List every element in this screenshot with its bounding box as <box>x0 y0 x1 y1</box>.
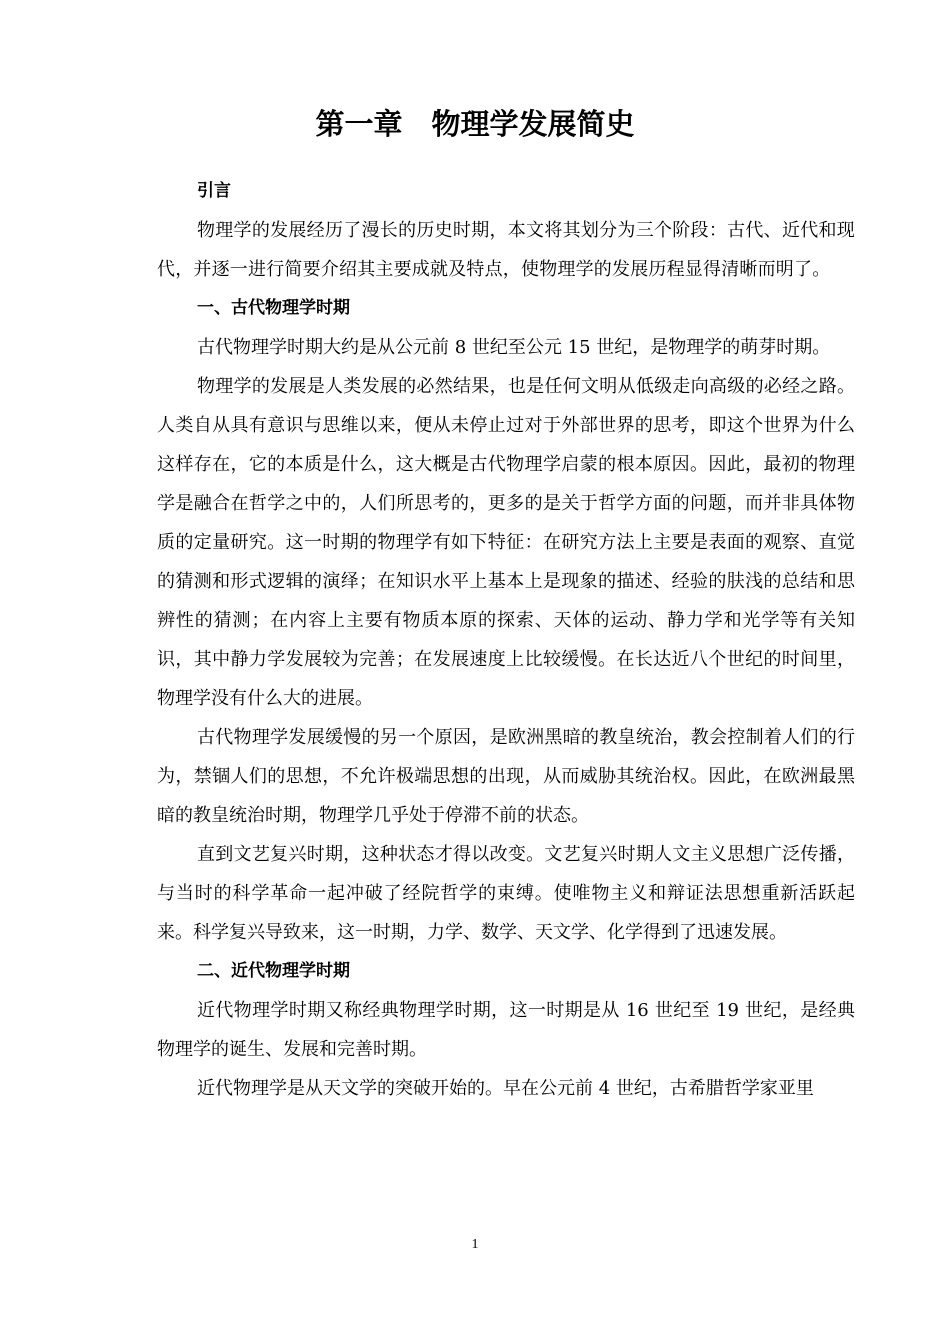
paragraph: 直到文艺复兴时期，这种状态才得以改变。文艺复兴时期人文主义思想广泛传播，与当时的科学革命一起冲破了经院哲学的束缚。使唯物主义和辩证法思想重新活跃起来。科学复兴导致来，这一时期，力学、数学、天文学、化学得到了迅速发展。 <box>157 844 855 943</box>
section-heading-ancient: 一、古代物理学时期 <box>197 298 350 318</box>
page-number: 1 <box>471 1237 479 1252</box>
section-heading-intro: 引言 <box>197 181 231 201</box>
paragraph: 近代物理学是从天文学的突破开始的。早在公元前 4 世纪，古希腊哲学家亚里 <box>197 1078 814 1099</box>
paragraph: 近代物理学时期又称经典物理学时期，这一时期是从 16 世纪至 19 世纪，是经典物理学的诞生、发展和完善时期。 <box>157 1000 855 1060</box>
paragraph: 物理学的发展是人类发展的必然结果，也是任何文明从低级走向高级的必经之路。人类自从具有意识与思维以来，便从未停止过对于外部世界的思考，即这个世界为什么这样存在，它的本质是什么，这大概是古代物理学启蒙的根本原因。因此，最初的物理学是融合在哲学之中的，人们所思考的，更多的是关于哲学方面的问题，而并非具体物质的定量研究。这一时期的物理学有如下特征：在研究方法上主要是表面的观察、直觉的猜测和形式逻辑的演绎；在知识水平上基本上是现象的描述、经验的肤浅的总结和思辨性的猜测；在内容上主要有物质本原的探索、天体的运动、静力学和光学等有关知识，其中静力学发展较为完善；在发展速度上比较缓慢。在长达近八个世纪的时间里，物理学没有什么大的进展。 <box>157 376 855 709</box>
section-heading-modern: 二、近代物理学时期 <box>197 961 350 981</box>
body-text <box>157 172 855 1108</box>
paragraph: 古代物理学时期大约是从公元前 8 世纪至公元 15 世纪，是物理学的萌芽时期。 <box>197 337 831 358</box>
paragraph: 物理学的发展经历了漫长的历史时期，本文将其划分为三个阶段：古代、近代和现代，并逐一进行简要介绍其主要成就及特点，使物理学的发展历程显得清晰而明了。 <box>157 220 855 280</box>
chapter-title: 第一章 物理学发展简史 <box>315 107 635 141</box>
paragraph: 古代物理学发展缓慢的另一个原因，是欧洲黑暗的教皇统治，教会控制着人们的行为，禁锢人们的思想，不允许极端思想的出现，从而威胁其统治权。因此，在欧洲最黑暗的教皇统治时期，物理学几乎处于停滞不前的状态。 <box>157 727 855 826</box>
